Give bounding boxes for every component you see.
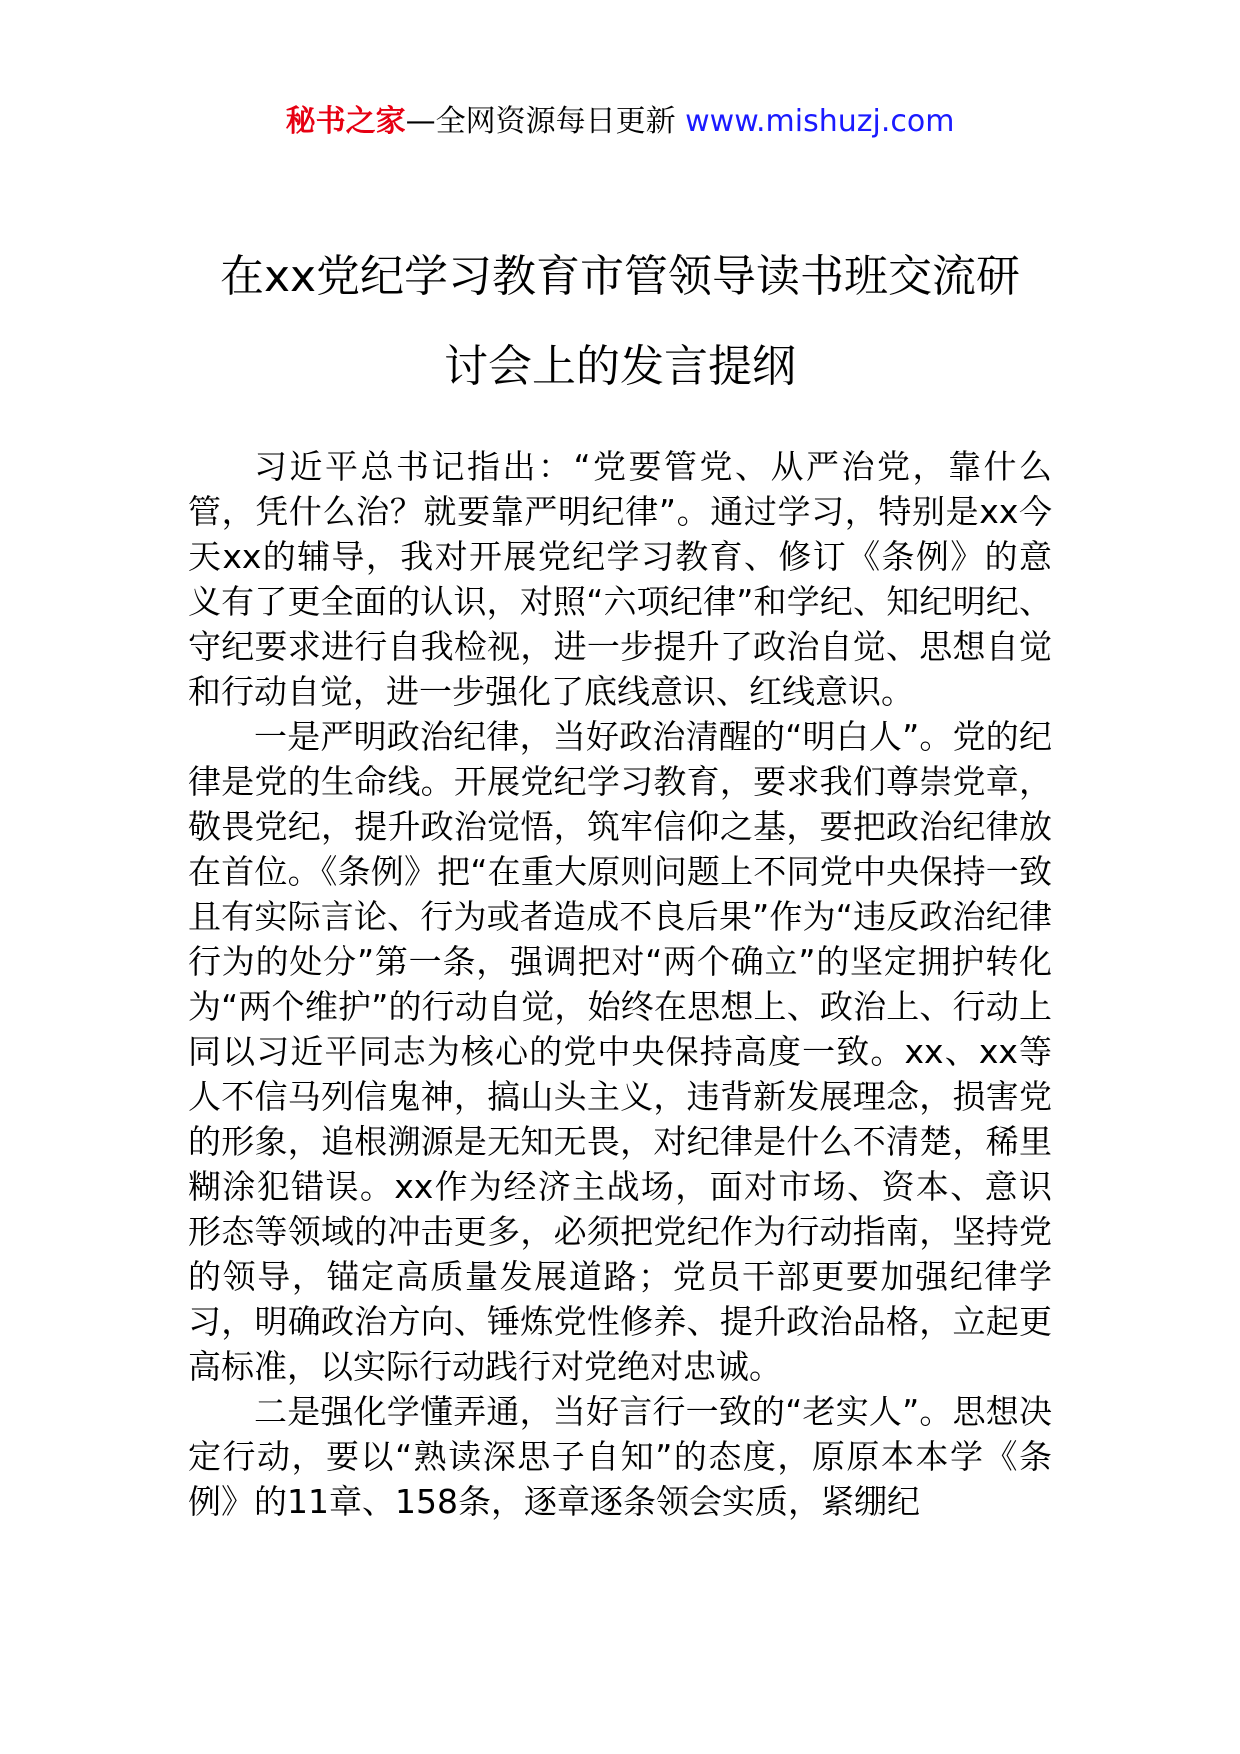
- document-body: [188, 444, 1052, 1524]
- paragraph-political-discipline: 一是严明政治纪律，当好政治清醒的“明白人”。党的纪律是党的生命线。开展党纪学习教育，要求我们尊崇党章，敬畏党纪，提升政治觉悟，筑牢信仰之基，要把政治纪律放在首位。《条例》把“在重大原则问题上不同党中央保持一致且有实际言论、行为或者造成不良后果”作为“违反政治纪律行为的处分”第一条，强调把对“两个确立”的坚定拥护转化为“两个维护”的行动自觉，始终在思想上、政治上、行动上同以习近平同志为核心的党中央保持高度一致。xx、xx等人不信马列信鬼神，搞山头主义，违背新发展理念，损害党的形象，追根溯源是无知无畏，对纪律是什么不清楚，稀里糊涂犯错误。xx作为经济主战场，面对市场、资本、意识形态等领域的冲击更多，必须把党纪作为行动指南，坚持党的领导，锚定高质量发展道路；党员干部更要加强纪律学习，明确政治方向、锤炼党性修养、提升政治品格，立起更高标准，以实际行动践行对党绝对忠诚。: [188, 717, 1052, 1386]
- header-tagline: —全网资源每日更新: [405, 104, 676, 139]
- title-line-2: 讨会上的发言提纲: [444, 341, 796, 392]
- title-line-1: 在xx党纪学习教育市管领导读书班交流研: [219, 251, 1021, 302]
- site-header: [0, 100, 1240, 144]
- document-title: [150, 232, 1090, 412]
- paragraph-intro: 习近平总书记指出：“党要管党、从严治党，靠什么管，凭什么治？就要靠严明纪律”。通过学习，特别是xx今天xx的辅导，我对开展党纪学习教育、修订《条例》的意义有了更全面的认识，对照“六项纪律”和学纪、知纪明纪、守纪要求进行自我检视，进一步提升了政治自觉、思想自觉和行动自觉，进一步强化了底线意识、红线意识。: [188, 447, 1052, 711]
- paragraph-study: 二是强化学懂弄通，当好言行一致的“老实人”。思想决定行动，要以“熟读深思子自知”的态度，原原本本学《条例》的11章、158条，逐章逐条领会实质，紧绷纪: [188, 1392, 1052, 1521]
- site-url-link[interactable]: www.mishuzj.com: [685, 104, 955, 139]
- brand-name: 秘书之家: [285, 104, 406, 139]
